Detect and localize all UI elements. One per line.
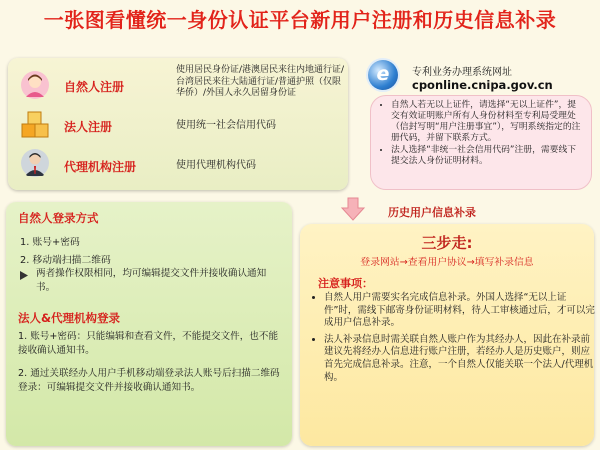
steps-flow: 登录网站→查看用户协议→填写补录信息	[360, 257, 534, 268]
legal-entity-boxes-icon	[20, 110, 50, 140]
note-item: • 自然人用户需要实名完成信息补录。外国人选择“无以上证件”时，需线下邮寄身份证明材料，待人工审核通过后，才可以完成用户信息补录。	[324, 292, 596, 330]
natural-person-avatar-icon	[20, 70, 50, 100]
site-url-link[interactable]: cponline.cnipa.gov.cn	[412, 78, 553, 92]
triangle-bullet-icon	[20, 271, 28, 280]
agency-register-label: 代理机构注册	[64, 160, 137, 174]
ie-browser-icon	[368, 60, 398, 90]
natural-person-register-label: 自然人注册	[64, 80, 125, 94]
registration-row-agency	[8, 144, 348, 186]
natural-person-register-desc: 使用居民身份证/港澳居民来往内地通行证/台湾居民来往大陆通行证/普通护照（仅限华侨）/外国人永久居留身份证	[176, 65, 345, 98]
registration-notes-box	[370, 95, 592, 190]
natural-login-note: 两者操作权限相同，均可编辑提交文件并接收确认通知书。	[36, 268, 267, 293]
natural-login-heading: 自然人登录方式	[18, 211, 99, 225]
registration-note-item: • 自然人若无以上证件，请选择“无以上证件”，提交有效证明账户所有人身份材料至专利局受理处（信封写明“用户注册事宜”），写明系统指定的注册代码，并留下联系方式。	[391, 100, 583, 144]
legal-login-method-2: 2. 通过关联经办人用户手机移动端登录法人账号后扫描二维码登录：可编辑提交文件并接收确认通知书。	[18, 368, 280, 393]
history-supplement-label: 历史用户信息补录	[388, 206, 476, 219]
site-label: 专利业务办理系统网址	[412, 67, 512, 78]
legal-login-heading: 法人&代理机构登录	[18, 311, 121, 325]
legal-entity-register-desc: 使用统一社会信用代码	[176, 120, 276, 131]
natural-login-item: 1. 账号+密码	[20, 237, 80, 248]
legal-login-method-1: 1. 账号+密码：只能编辑和查看文件，不能提交文件，也不能接收确认通知书。	[18, 331, 279, 356]
notes-list	[312, 292, 596, 388]
registration-note-item: • 法人选择“非统一社会信用代码”注册，需要线下提交法人身份证明材料。	[391, 145, 583, 167]
agency-register-desc: 使用代理机构代码	[176, 160, 256, 171]
ie-browser-icon-letter: e	[376, 63, 390, 85]
registration-panel	[8, 58, 348, 190]
supplement-steps-panel	[300, 224, 594, 446]
registration-row-natural	[8, 64, 348, 104]
three-steps-title: 三步走:	[421, 234, 473, 252]
agency-person-avatar-icon	[20, 148, 50, 178]
legal-entity-register-label: 法人注册	[64, 120, 113, 134]
login-methods-panel	[6, 202, 292, 446]
notes-heading: 注意事项：	[318, 277, 373, 290]
registration-row-legal	[8, 106, 348, 142]
natural-login-item: 2. 移动端扫描二维码	[20, 255, 111, 266]
arrow-down-icon	[340, 196, 366, 222]
page-title: 一张图看懂统一身份认证平台新用户注册和历史信息补录	[43, 8, 557, 32]
note-item: • 法人补录信息时需关联自然人账户作为其经办人，因此在补录前建议先将经办人信息进行账户注册，若经办人是历史账户，则应首先完成信息补录。注意，一个自然人仅能关联一个法人/代理机构。	[324, 334, 596, 384]
